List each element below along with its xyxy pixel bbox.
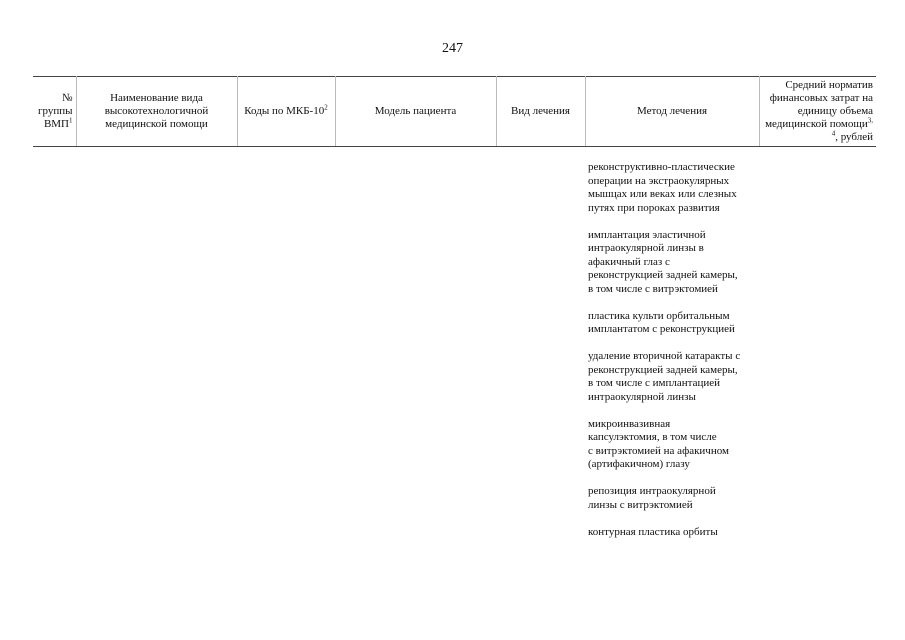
header-vmp-name: Наименование вида высокотехнологичной медицинской помощи bbox=[76, 77, 237, 147]
cell-average-cost bbox=[759, 147, 876, 553]
method-item: удаление вторичной катаракты с реконструкцией задней камеры, в том числе с имплантацией интраокулярной линзы bbox=[588, 350, 741, 403]
header-average-cost: Средний норматив финансовых затрат на единицу объема медицинской помощи$^{3, 4}$, рублей bbox=[759, 77, 876, 147]
cell-patient-model bbox=[335, 147, 496, 553]
method-item: контурная пластика орбиты bbox=[588, 525, 718, 538]
method-item: репозиция интраокулярной линзы с витрэктомией bbox=[588, 485, 716, 511]
method-item: микроинвазивная капсулэктомия, в том числе с витрэктомией на афакичном (артифакичном) глазу bbox=[588, 417, 729, 470]
treatment-method-list bbox=[585, 147, 759, 539]
table-header-row bbox=[33, 77, 876, 147]
vmp-table bbox=[33, 76, 876, 553]
cell-vmp-name bbox=[76, 147, 237, 553]
header-treatment-method: Метод лечения bbox=[585, 77, 759, 147]
header-patient-model: Модель пациента bbox=[335, 77, 496, 147]
page-number: 247 bbox=[442, 41, 463, 56]
method-item: реконструктивно-пластические операции на экстраокулярных мышцах или веках или слезных путях при пороках развития bbox=[588, 161, 737, 214]
header-group-number: № группы ВМП$^1$ bbox=[33, 77, 76, 147]
cell-group-number bbox=[33, 147, 76, 553]
table-row bbox=[33, 147, 876, 553]
cell-icd-codes bbox=[237, 147, 335, 553]
header-treatment-type: Вид лечения bbox=[496, 77, 585, 147]
method-item: имплантация эластичной интраокулярной линзы в афакичный глаз с реконструкцией задней камеры, в том числе с витрэктомией bbox=[588, 228, 738, 295]
method-item: пластика культи орбитальным имплантатом с реконструкцией bbox=[588, 309, 735, 335]
cell-treatment-method bbox=[585, 147, 759, 553]
header-icd-codes: Коды по МКБ-$10^2$ bbox=[237, 77, 335, 147]
cell-treatment-type bbox=[496, 147, 585, 553]
